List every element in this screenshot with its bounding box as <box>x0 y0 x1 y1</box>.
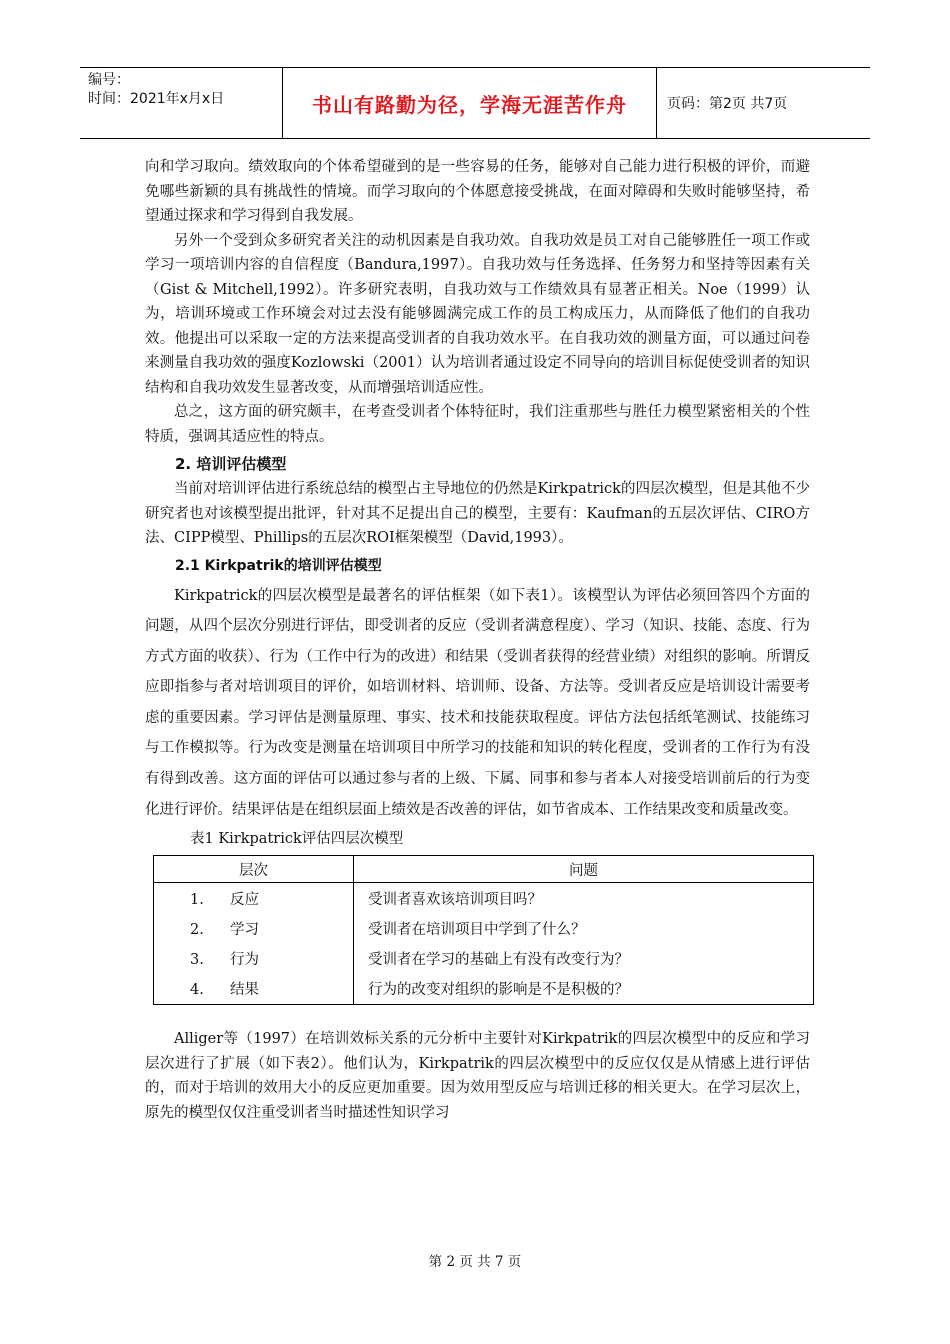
document-body <box>145 155 810 1125</box>
header-meta <box>80 68 282 138</box>
row-level: 反应 <box>230 891 259 908</box>
table-row <box>154 973 814 1005</box>
row-number: 3. <box>190 951 204 968</box>
header-number: 编号： <box>88 72 130 88</box>
row-question: 受训者在培训项目中学到了什么？ <box>368 921 586 938</box>
row-level: 结果 <box>230 981 259 998</box>
table-row <box>154 913 814 943</box>
row-number: 2. <box>190 921 204 938</box>
row-question: 行为的改变对组织的影响是不是积极的？ <box>354 973 814 1005</box>
table-header-row <box>154 856 814 883</box>
row-level: 行为 <box>230 951 259 968</box>
row-question: 受训者喜欢该培训项目吗？ <box>368 891 542 908</box>
header-motto: 书山有路勤为径，学海无涯苦作舟 <box>312 92 627 117</box>
section-heading-2: 2. 培训评估模型 <box>175 455 287 473</box>
paragraph-2: 另外一个受到众多研究者关注的动机因素是自我功效。自我功效是员工对自己能够胜任一项工作或学习一项培训内容的自信程度（Bandura,1997）。自我功效与任务选择、任务努力和坚持等因素有关（Gist & Mitchell,1992）。许多研究表明，自我功效与工作绩效具有显著正相关。Noe（1999）认为，培训环境或工作环境会对过去没有能够圆满完成工作的员工构成压力，从而降低了他们的自我功效。他提出可以采取一定的方法来提高受训者的自我功效水平。在自我功效的测量方面，可以通过问卷来测量自我功效的强度Kozlowski（2001）认为培训者通过设定不同导向的培训目标促使受训者的知识结构和自我功效发生显著改变，从而增强培训适应性。 <box>145 232 810 396</box>
paragraph-6: Alliger等（1997）在培训效标关系的元分析中主要针对Kirkpatrik的四层次模型中的反应和学习层次进行了扩展（如下表2）。他们认为，Kirkpatrik的四层次模型中的反应仅仅是从情感上进行评估的，而对于培训的效用大小的反应更加重要。因为效用型反应与培训迁移的相关更大。在学习层次上，原先的模型仅仅注重受训者当时描述性知识学习 <box>145 1031 810 1121</box>
row-question: 受训者在学习的基础上有没有改变行为？ <box>368 951 629 968</box>
subsection-heading-2-1: 2.1 Kirkpatrik的培训评估模型 <box>175 557 382 574</box>
paragraph-3: 总之，这方面的研究颇丰，在考查受训者个体特征时，我们注重那些与胜任力模型紧密相关的个性特质，强调其适应性的特点。 <box>145 404 810 445</box>
paragraph-4: 当前对培训评估进行系统总结的模型占主导地位的仍然是Kirkpatrick的四层次模型，但是其他不少研究者也对该模型提出批评，针对其不足提出自己的模型，主要有：Kaufman的五层次评估、CIRO方法、CIPP模型、Phillips的五层次ROI框架模型（David,1993）。 <box>145 481 810 546</box>
row-level: 学习 <box>230 921 259 938</box>
paragraph-5: Kirkpatrick的四层次模型是最著名的评估框架（如下表1）。该模型认为评估必须回答四个方面的问题，从四个层次分别进行评估，即受训者的反应（受训者满意程度）、学习（知识、技能、态度、行为方式方面的收获）、行为（工作中行为的改进）和结果（受训者获得的经营业绩）对组织的影响。所谓反应即指参与者对培训项目的评价，如培训材料、培训师、设备、方法等。受训者反应是培训设计需要考虑的重要因素。学习评估是测量原理、事实、技术和技能获取程度。评估方法包括纸笔测试、技能练习与工作模拟等。行为改变是测量在培训项目中所学习的技能和知识的转化程度，受训者的工作行为有没有得到改善。这方面的评估可以通过参与者的上级、下属、同事和参与者本人对接受培训前后的行为变化进行评价。结果评估是在组织层面上绩效是否改善的评估，如节省成本、工作结果改变和质量改变。 <box>145 587 810 818</box>
column-header-level: 层次 <box>154 856 354 883</box>
paragraph-1: 向和学习取向。绩效取向的个体希望碰到的是一些容易的任务，能够对自己能力进行积极的评价，而避免哪些新颖的具有挑战性的情境。而学习取向的个体愿意接受挑战，在面对障碍和失败时能够坚持，希望通过探求和学习得到自我发展。 <box>145 159 810 224</box>
row-number: 4. <box>190 981 204 998</box>
kirkpatrick-table <box>153 855 814 1005</box>
table-row <box>154 943 814 973</box>
header-page-number: 页码：第2页 共7页 <box>667 96 788 112</box>
row-number: 1. <box>190 891 204 908</box>
table-row <box>154 883 814 914</box>
page-footer: 第 2 页 共 7 页 <box>428 1254 522 1270</box>
header-motto-cell <box>282 68 657 138</box>
page-header <box>80 67 870 139</box>
column-header-question: 问题 <box>354 856 814 883</box>
table-caption: 表1 Kirkpatrick评估四层次模型 <box>190 831 404 848</box>
header-time: 时间：2021年x月x日 <box>88 91 225 107</box>
